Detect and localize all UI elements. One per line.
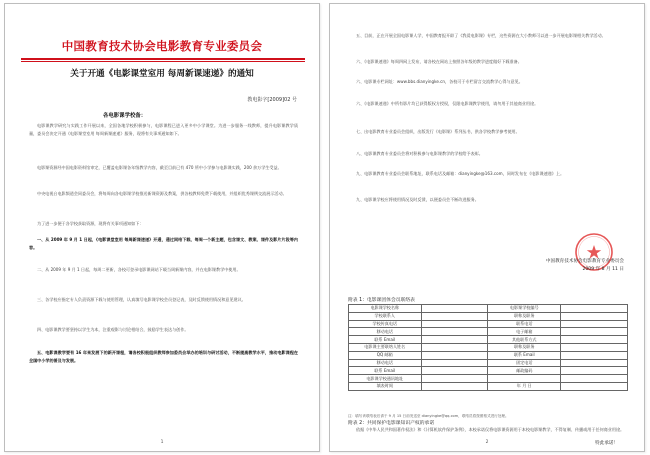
- form-input-cell[interactable]: [421, 375, 488, 383]
- document-page-1: [4, 3, 320, 452]
- form-note: 注：填写该联络表后请于 9 月 15 日前发送至 dianyingke@qq.com，联络员将按照格式进行处理。: [348, 414, 509, 418]
- page-number: 2: [485, 440, 489, 445]
- body-paragraph: 九、电影课学校应将使用情况及时反馈，以便委员会不断改进服务。: [356, 197, 479, 202]
- form-label-cell: [488, 375, 561, 383]
- form-input-cell[interactable]: [421, 312, 488, 320]
- body-paragraph: 为了进一步便于各学校获取资源，现将有关事项通知如下：: [37, 221, 144, 226]
- letterhead-rule: [21, 58, 305, 62]
- appendix-2-title: 附表 2：共同保护电影课知识产权的承诺: [348, 421, 435, 426]
- form-input-cell[interactable]: [561, 312, 628, 320]
- form-label-cell: 移动电话: [349, 328, 422, 336]
- form-label-cell: 邮政编码: [488, 367, 561, 375]
- form-row: [349, 359, 628, 367]
- form-label-cell: 移动电话: [349, 359, 422, 367]
- form-label-cell: 联系电话: [488, 320, 561, 328]
- form-label-cell: 填表时间: [349, 382, 422, 390]
- form-label-cell: 电影课学校通讯地址: [349, 375, 422, 383]
- form-label-cell: 年 月 日: [488, 382, 561, 390]
- form-label-cell: 其他联系方式: [488, 336, 561, 344]
- form-row: [349, 382, 628, 390]
- body-paragraph: 九、电影课教育专业委员会联系地址，联系电话及邮箱：dianyingke@163.com，同时发布在《电影课速递》上。: [356, 171, 565, 176]
- form-input-cell[interactable]: [561, 351, 628, 359]
- form-row: [349, 336, 628, 344]
- salutation: 各电影课学校备：: [103, 113, 147, 119]
- form-label-cell: 电子邮箱: [488, 328, 561, 336]
- body-paragraph: 八、电影课教育专业委员会将对积极参与电影课教学的学校给予表彰。: [356, 151, 483, 156]
- body-paragraph: 依据《中华人民共和国著作权法》和《计算机软件保护条例》，本校承诺仅将电影课资源用于本校电影课教学，不得复制、传播或用于任何商业用途。: [356, 427, 625, 432]
- form-input-cell[interactable]: [421, 343, 488, 351]
- form-row: [349, 351, 628, 359]
- body-paragraph: 中央电视台电影频道会同委员会，将每周向各电影课学校推送新课资源及教案，供各校教师免费下载使用，并组织优秀课例交流展示活动。: [37, 191, 287, 196]
- body-paragraph: 一、从 2009 年 9 月 1 日起，《电影课堂室用 每周新课速递》开通，通过网络下载、每周一个新主题，包含课文、教案、课件及影片片段等内容。: [29, 237, 298, 251]
- form-label-cell: 联系 Email: [488, 351, 561, 359]
- form-label-cell: 联系 Email: [349, 336, 422, 344]
- form-input-cell[interactable]: [421, 336, 488, 344]
- form-label-cell: 电影课学校编号: [488, 305, 561, 313]
- body-paragraph: 五、电影课教学要有 16 年来发展下的新开课程，请各校积极组织教师参加委员会举办的培训与研讨活动，不断提高教学水平，推动电影课程在全国中小学的普及与发展。: [29, 350, 298, 364]
- form-row: [349, 367, 628, 375]
- form-input-cell[interactable]: [421, 305, 488, 313]
- form-label-cell: QQ 邮箱: [349, 351, 422, 359]
- form-row: [349, 312, 628, 320]
- body-paragraph: 二、从 2009 年 9 月 1 日起，每周二更新，各校可登录电影课网站下载当周新课内容，并在电影课教学中使用。: [37, 267, 241, 272]
- form-input-cell[interactable]: [421, 351, 488, 359]
- document-number: 教电影字[2009]02 号: [247, 97, 297, 103]
- form-row: [349, 305, 628, 313]
- body-paragraph: 六、电影课专栏网址：www.bbs.dianyingke.cn，各校可于专栏留言交流教学心得与意见。: [356, 79, 523, 84]
- form-label-cell: 电影课主要联络人姓名: [349, 343, 422, 351]
- form-input-cell[interactable]: [561, 359, 628, 367]
- form-label-cell: 职称及职务: [488, 343, 561, 351]
- member-contact-form: [348, 304, 628, 391]
- sign-off: [546, 258, 624, 274]
- form-row: [349, 328, 628, 336]
- form-label-cell: 学校联系人: [349, 312, 422, 320]
- body-paragraph: 电影课资源经中国电影资料馆审定，已覆盖电影课各年级教学内容，截至目前已有 470 所中小学参与电影课实践，200 余万学生受益。: [37, 165, 282, 170]
- form-label-cell: 学校传真电话: [349, 320, 422, 328]
- body-paragraph: 六、《电影课速递》中所有影片均已获得版权方授权，仅限电影课教学使用，请勿用于其他商业用途。: [356, 101, 539, 106]
- body-paragraph: 五、目前，正在开展全国电影课人学，中国教育报开辟了《我爱电影课》专栏，这些资源在大小教师可以进一步开展电影课相关教学活动。: [356, 33, 606, 38]
- body-paragraph: 七、出电影教育专业委员会组织，出版发行《电影课》系列丛书，供各学校教学参考使用。: [356, 129, 520, 134]
- form-input-cell[interactable]: [561, 305, 628, 313]
- form-title: 附表 1：电影课团体会员联络表: [348, 298, 415, 303]
- form-label-cell: 固定电话: [488, 359, 561, 367]
- notice-title: 关于开通《电影课堂室用 每周新课速递》的通知: [70, 69, 254, 79]
- form-label-cell: 联系 Email: [349, 367, 422, 375]
- form-input-cell[interactable]: [561, 382, 628, 390]
- form-row: [349, 320, 628, 328]
- form-row: [349, 375, 628, 383]
- sign-off-date: 2009 年 8 月 11 日: [582, 267, 624, 272]
- form-input-cell[interactable]: [561, 320, 628, 328]
- form-input-cell[interactable]: [561, 336, 628, 344]
- body-paragraph: 三、各学校应指定专人负责资源下载与使用管理，认真填写电影课学校会员登记表，及时反馈使用情况和意见建议。: [37, 297, 246, 302]
- form-input-cell[interactable]: [421, 320, 488, 328]
- form-label-cell: 职称及职务: [488, 312, 561, 320]
- form-label-cell: 电影课学校名称: [349, 305, 422, 313]
- page-number: 1: [160, 440, 164, 445]
- form-input-cell[interactable]: [561, 367, 628, 375]
- document-page-2: [329, 3, 645, 452]
- sign-off-organization: 中国教育技术协会电影教育专业委员会: [545, 259, 624, 264]
- letterhead-title: 中国教育技术协会电影教育专业委员会: [61, 39, 263, 53]
- form-row: [349, 343, 628, 351]
- form-input-cell[interactable]: [421, 382, 488, 390]
- form-input-cell[interactable]: [421, 359, 488, 367]
- form-input-cell[interactable]: [421, 328, 488, 336]
- body-paragraph: 四、电影课教学要坚持以学生为本，注重观影与讨论相结合，鼓励学生表达与创作。: [37, 327, 189, 332]
- form-input-cell[interactable]: [561, 375, 628, 383]
- form-input-cell[interactable]: [561, 328, 628, 336]
- body-paragraph: 六、《电影课速递》每周四网上发布，请各校在网站上按照各年级的教学进度做好下载准备。: [356, 59, 522, 64]
- form-input-cell[interactable]: [421, 367, 488, 375]
- body-paragraph: 电影课教学研究与实践工作开展以来，全国各地学校积极参与，电影课程已进入更多中小学课堂。为进一步服务一线教师，提升电影课教学质量，委员会决定开通《电影课堂室用 每周新课速递》服务，现将有关事项通知如下。: [29, 123, 298, 137]
- form-input-cell[interactable]: [561, 343, 628, 351]
- closing-line: 特此承诺！: [595, 441, 618, 446]
